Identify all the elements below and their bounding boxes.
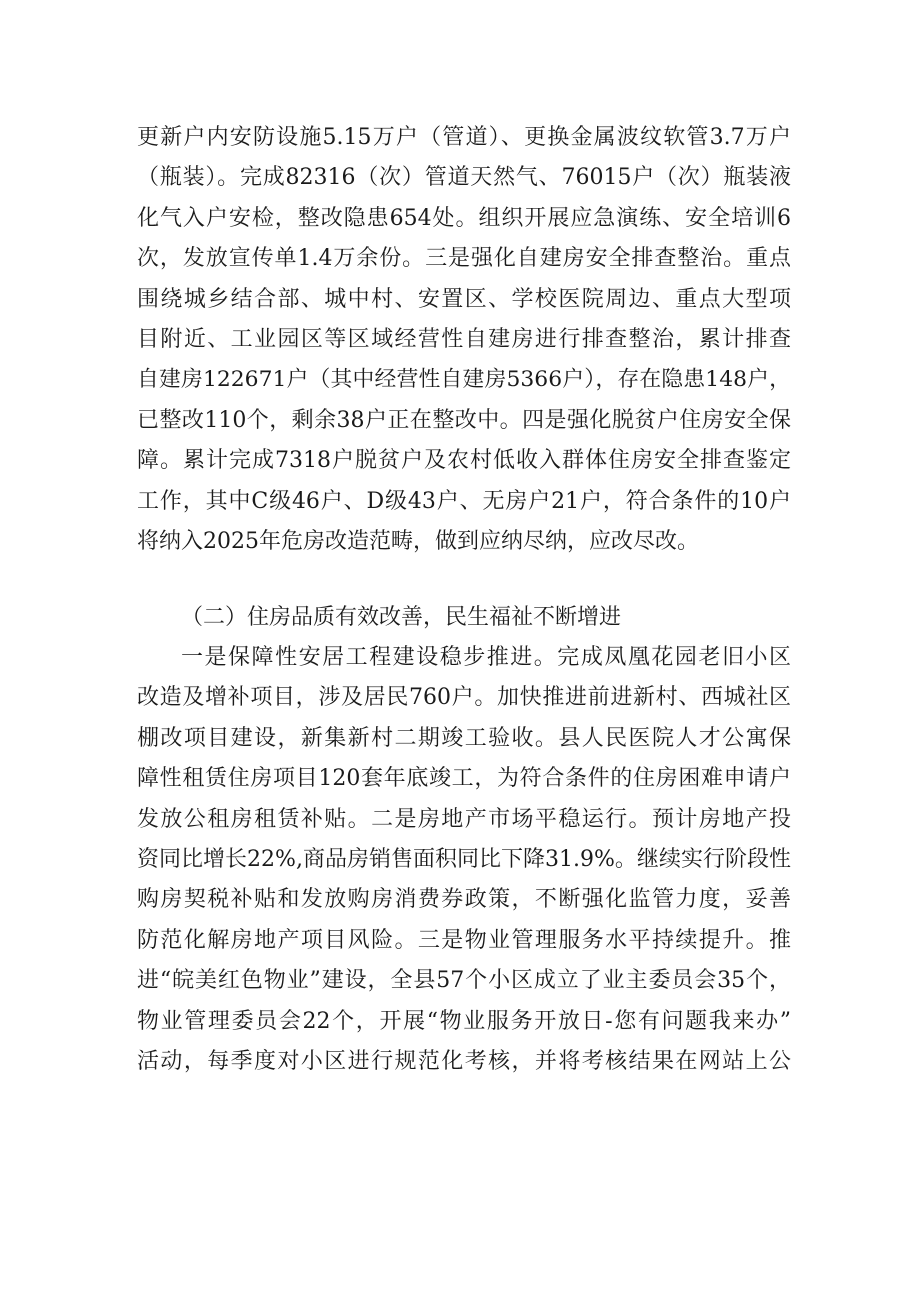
paragraph-line: 围绕城乡结合部、城中村、安置区、学校医院周边、重点大型项 [137, 286, 791, 312]
paragraph-line: 一是保障性安居工程建设稳步推进。完成凤凰花园老旧小区 [181, 645, 791, 670]
paragraph-housing-safety [137, 118, 791, 562]
paragraph-line: 目附近、工业园区等区域经营性自建房进行排查整治，累计排查 [137, 326, 791, 352]
paragraph-line: 化气入户安检，整改隐患654处。组织开展应急演练、安全培训6 [137, 205, 791, 231]
paragraph-line: 资同比增长22%,商品房销售面积同比下降31.9%。继续实行阶段性 [137, 846, 791, 872]
paragraph-line: 更新户内安防设施5.15万户（管道）、更换金属波纹软管3.7万户 [137, 125, 791, 150]
paragraph-line: （瓶装）。完成82316（次）管道天然气、76015户（次）瓶装液 [137, 165, 791, 191]
paragraph-line: 工作，其中C级46户、D级43户、无房户21户，符合条件的10户 [137, 488, 791, 514]
paragraph-line: 棚改项目建设，新集新村二期竣工验收。县人民医院人才公寓保 [137, 725, 791, 751]
paragraph-line: 活动，每季度对小区进行规范化考核，并将考核结果在网站上公 [137, 1048, 791, 1074]
paragraph-line: 障性租赁住房项目120套年底竣工，为符合条件的住房困难申请户 [137, 766, 791, 792]
paragraph-line: 发放公租房租赁补贴。二是房地产市场平稳运行。预计房地产投 [137, 806, 791, 832]
section-heading: （二）住房品质有效改善，民生福祉不断增进 [181, 605, 622, 630]
paragraph-line: 防范化解房地产项目风险。三是物业管理服务水平持续提升。推 [137, 927, 791, 953]
paragraph-line: 障。累计完成7318户脱贫户及农村低收入群体住房安全排查鉴定 [137, 448, 791, 474]
paragraph-line: 将纳入2025年危房改造范畴，做到应纳尽纳，应改尽改。 [137, 528, 699, 554]
paragraph-line: 物业管理委员会22个，开展“物业服务开放日-您有问题我来办” [137, 1008, 791, 1034]
paragraph-line: 改造及增补项目，涉及居民760户。加快推进前进新村、西城社区 [137, 685, 791, 711]
paragraph-line: 进“皖美红色物业”建设，全县57个小区成立了业主委员会35个， [137, 968, 791, 994]
paragraph-line: 已整改110个，剩余38户正在整改中。四是强化脱贫户住房安全保 [137, 407, 791, 433]
paragraph-housing-quality [137, 638, 791, 1082]
paragraph-line: 次，发放宣传单1.4万余份。三是强化自建房安全排查整治。重点 [137, 246, 791, 272]
paragraph-line: 自建房122671户（其中经营性自建房5366户），存在隐患148户， [137, 367, 791, 393]
section-heading-block [137, 598, 791, 638]
paragraph-line: 购房契税补贴和发放购房消费券政策，不断强化监管力度，妥善 [137, 887, 791, 913]
